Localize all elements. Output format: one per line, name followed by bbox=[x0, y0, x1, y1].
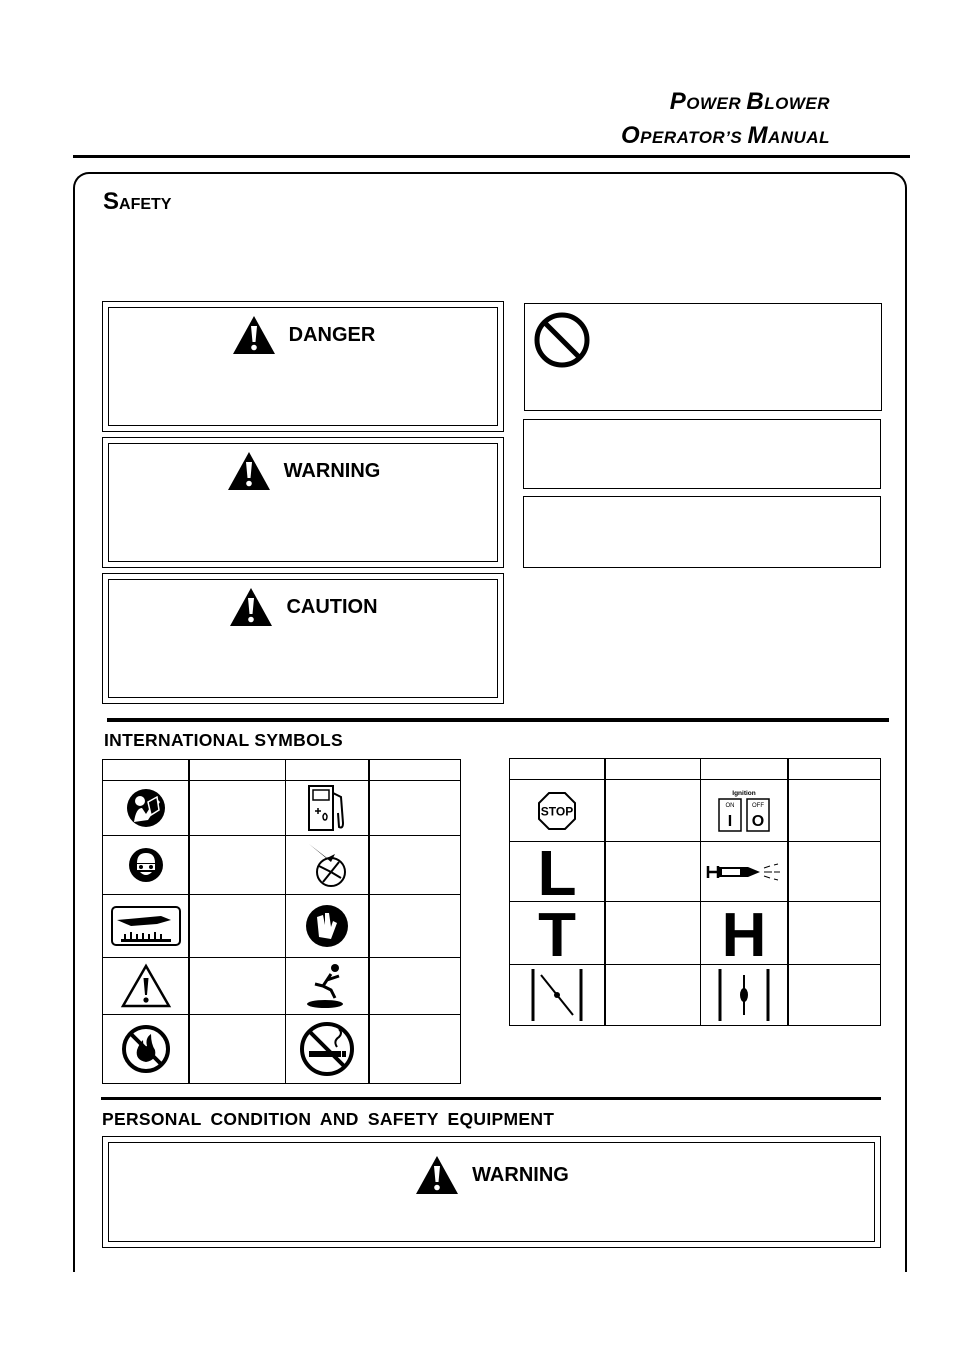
title-cap-p: P bbox=[669, 88, 687, 115]
prohibition-icon bbox=[533, 311, 591, 369]
high-speed-h-icon bbox=[719, 906, 769, 960]
choke-open-icon bbox=[714, 967, 774, 1023]
international-symbols-title: INTERNATIONAL SYMBOLS bbox=[104, 730, 343, 750]
personal-warning-label: WARNING bbox=[472, 1163, 569, 1186]
personal-warning-triangle-icon bbox=[414, 1154, 460, 1196]
ignition-switch-icon bbox=[713, 788, 775, 834]
caution-label: CAUTION bbox=[286, 595, 378, 618]
ignition-label: Ignition bbox=[732, 789, 756, 797]
title-rest-lower: LOWER bbox=[764, 94, 830, 113]
warning-triangle-icon bbox=[226, 450, 272, 492]
ignition-off-text: OFF bbox=[752, 802, 765, 809]
warning-box bbox=[102, 437, 504, 568]
high-speed-h-letter: H bbox=[721, 906, 767, 960]
personal-rule bbox=[101, 1097, 881, 1100]
stop-icon bbox=[537, 791, 577, 831]
caution-box bbox=[102, 573, 504, 704]
manual-title-line1 bbox=[670, 88, 830, 116]
rotating-fan-hand-icon bbox=[305, 840, 349, 890]
idle-t-letter: T bbox=[538, 906, 577, 960]
personal-condition-title: PERSONAL CONDITION AND SAFETY EQUIPMENT bbox=[102, 1109, 555, 1129]
prohibition-box bbox=[524, 303, 882, 411]
gloves-icon bbox=[305, 903, 349, 949]
important-box bbox=[523, 496, 881, 568]
title-rest-ower: OWER bbox=[686, 94, 747, 113]
choke-closed-icon bbox=[527, 967, 587, 1023]
fuel-pump-icon bbox=[305, 783, 349, 833]
warning-label: WARNING bbox=[283, 459, 381, 482]
title-cap-o: O bbox=[620, 122, 641, 149]
section-rest: AFETY bbox=[119, 196, 172, 213]
read-manual-icon bbox=[126, 788, 166, 828]
title-cap-b: B bbox=[746, 88, 765, 115]
slip-hazard-icon bbox=[301, 962, 353, 1010]
personal-warning-box bbox=[102, 1136, 881, 1248]
no-smoking-icon bbox=[299, 1021, 355, 1077]
ignition-on-symbol: I bbox=[727, 812, 733, 830]
danger-label: DANGER bbox=[288, 323, 376, 346]
title-rest-anual: ANUAL bbox=[768, 128, 830, 147]
hot-surface-hand-icon bbox=[111, 906, 181, 946]
title-rest-perators: PERATOR’S bbox=[640, 128, 748, 147]
danger-triangle-icon bbox=[231, 314, 277, 356]
warning-triangle-icon-2 bbox=[120, 963, 172, 1009]
header-rule bbox=[73, 155, 910, 158]
symbols-table-right bbox=[509, 758, 881, 1026]
ignition-on-text: ON bbox=[725, 802, 735, 809]
manual-title-line2 bbox=[621, 122, 830, 150]
note-box bbox=[523, 419, 881, 489]
idle-t-icon bbox=[532, 906, 582, 960]
caution-triangle-icon bbox=[228, 586, 274, 628]
no-open-flame-icon bbox=[121, 1024, 171, 1074]
choke-l-icon bbox=[532, 845, 582, 899]
section-cap: S bbox=[103, 188, 120, 215]
symbols-rule bbox=[107, 718, 889, 722]
danger-box bbox=[102, 301, 504, 432]
title-cap-m: M bbox=[747, 122, 768, 149]
stop-text: STOP bbox=[540, 804, 574, 818]
ignition-off-symbol: O bbox=[751, 812, 765, 830]
symbols-table-left bbox=[102, 759, 461, 1084]
section-title bbox=[103, 188, 171, 216]
eye-ear-protection-icon bbox=[128, 847, 164, 883]
choke-l-letter: L bbox=[537, 844, 577, 899]
primer-bulb-icon bbox=[706, 860, 782, 884]
